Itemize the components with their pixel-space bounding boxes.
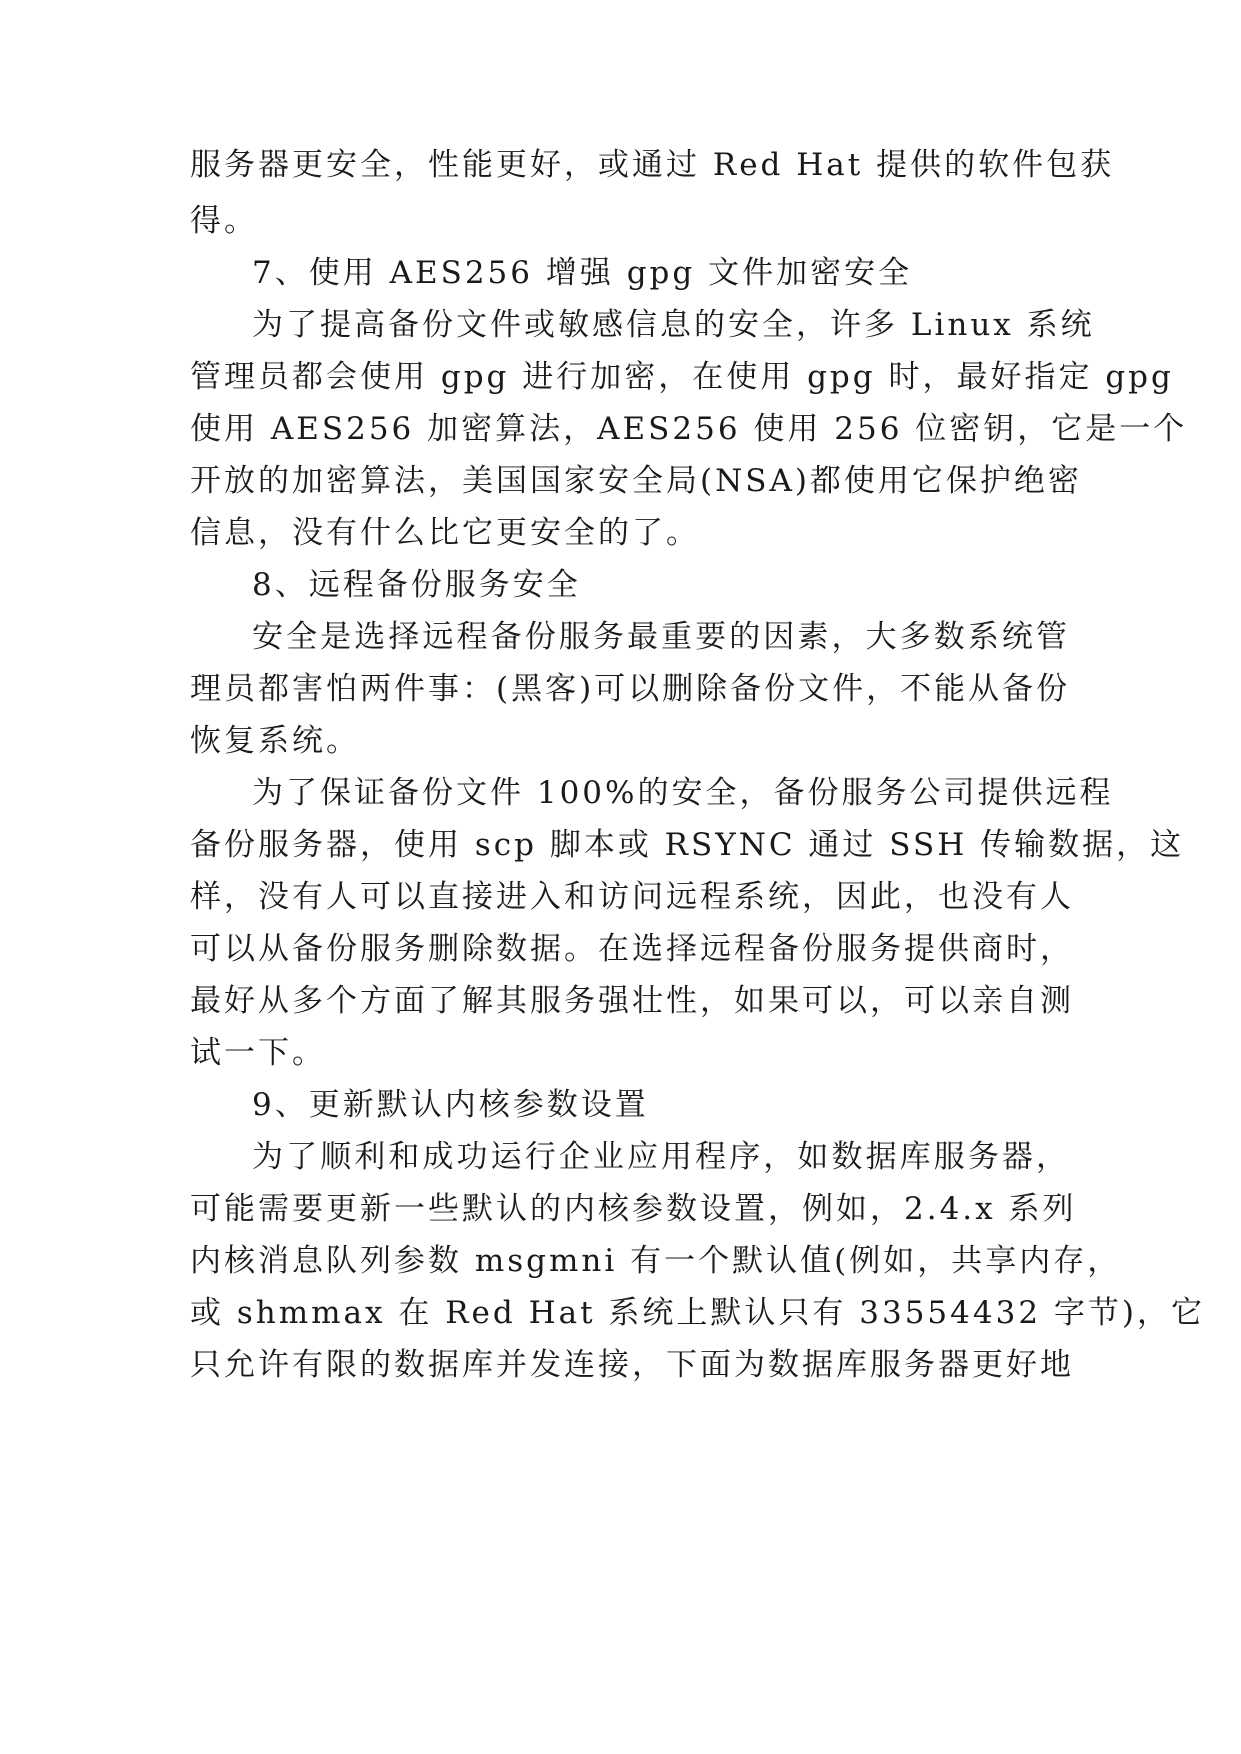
body-text-line: 信息，没有什么比它更安全的了。 <box>190 515 700 551</box>
section-heading-7: 7、使用 AES256 增强 gpg 文件加密安全 <box>252 255 913 291</box>
body-text-line: 样，没有人可以直接进入和访问远程系统，因此，也没有人 <box>190 879 1074 915</box>
body-text-line: 为了保证备份文件 100%的安全，备份服务公司提供远程 <box>252 775 1114 811</box>
body-text-line: 或 shmmax 在 Red Hat 系统上默认只有 33554432 字节)，它 <box>190 1295 1205 1331</box>
body-text-line: 内核消息队列参数 msgmni 有一个默认值(例如，共享内存， <box>190 1243 1122 1279</box>
body-text-line: 最好从多个方面了解其服务强壮性，如果可以，可以亲自测 <box>190 983 1074 1019</box>
body-text-line: 使用 AES256 加密算法，AES256 使用 256 位密钥，它是一个 <box>190 411 1188 447</box>
body-text-line: 开放的加密算法，美国国家安全局(NSA)都使用它保护绝密 <box>190 463 1082 499</box>
section-heading-8: 8、远程备份服务安全 <box>252 567 581 603</box>
body-text-line: 安全是选择远程备份服务最重要的因素，大多数系统管 <box>252 619 1070 655</box>
body-text-line: 得。 <box>190 203 258 239</box>
body-text-line: 服务器更安全，性能更好，或通过 Red Hat 提供的软件包获 <box>190 147 1115 183</box>
body-text-line: 只允许有限的数据库并发连接，下面为数据库服务器更好地 <box>190 1347 1074 1383</box>
body-text-line: 恢复系统。 <box>190 723 360 759</box>
section-heading-9: 9、更新默认内核参数设置 <box>252 1087 649 1123</box>
body-text-line: 为了顺利和成功运行企业应用程序，如数据库服务器， <box>252 1139 1070 1175</box>
body-text-line: 可能需要更新一些默认的内核参数设置，例如，2.4.x 系列 <box>190 1191 1077 1227</box>
body-text-line: 试一下。 <box>190 1035 326 1071</box>
body-text-line: 可以从备份服务删除数据。在选择远程备份服务提供商时， <box>190 931 1074 967</box>
body-text-line: 为了提高备份文件或敏感信息的安全，许多 Linux 系统 <box>252 307 1095 343</box>
body-text-line: 理员都害怕两件事：(黑客)可以删除备份文件，不能从备份 <box>190 671 1071 707</box>
body-text-line: 备份服务器，使用 scp 脚本或 RSYNC 通过 SSH 传输数据，这 <box>190 827 1185 863</box>
body-text-line: 管理员都会使用 gpg 进行加密，在使用 gpg 时，最好指定 gpg <box>190 359 1174 395</box>
